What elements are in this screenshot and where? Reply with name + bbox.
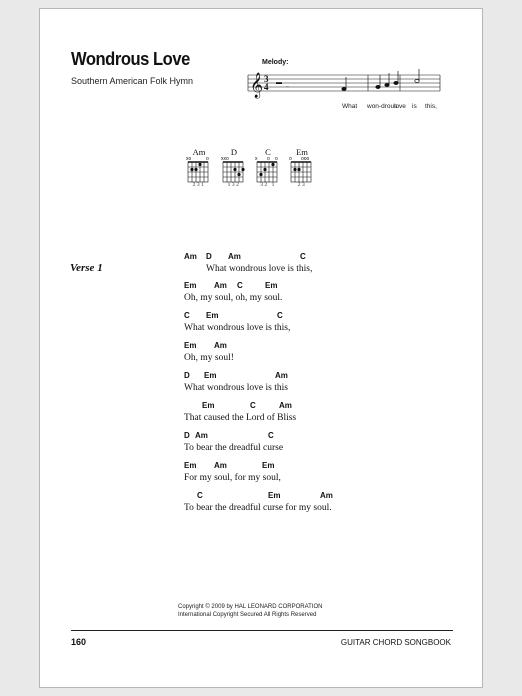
chord-diagram-em <box>282 147 322 197</box>
chord-grid-icon <box>179 156 219 184</box>
chord-symbol: Am <box>214 341 227 350</box>
chord-symbol: Am <box>195 431 208 440</box>
chord-symbol: Em <box>265 281 278 290</box>
lyric-text: What wondrous love is this, <box>184 323 291 333</box>
chord-symbol: C <box>184 311 190 320</box>
lyric-text: For my soul, for my soul, <box>184 473 281 483</box>
lyric-line <box>184 431 464 457</box>
svg-text:o: o <box>289 156 292 162</box>
chord-symbol: Em <box>184 461 197 470</box>
chord-symbol: C <box>300 252 306 261</box>
chord-symbol: C <box>277 311 283 320</box>
lyric-text: To bear the dreadful curse for my soul. <box>184 503 332 513</box>
chord-diagram-name: Em <box>296 147 308 157</box>
chord-symbol: C <box>268 431 274 440</box>
melody-label: Melody: <box>262 59 289 66</box>
chord-grid-icon <box>282 156 322 184</box>
chord-symbol: D <box>184 371 190 380</box>
chord-row <box>184 371 464 382</box>
song-page <box>39 8 483 688</box>
song-title: Wondrous Love <box>71 49 190 69</box>
verse-label: Verse 1 <box>70 262 103 274</box>
melody-excerpt <box>244 59 444 119</box>
lyric-line <box>184 252 464 278</box>
chord-row <box>184 461 464 472</box>
chord-symbol: Em <box>184 341 197 350</box>
lyric-line <box>184 341 464 367</box>
svg-text:o: o <box>267 156 270 162</box>
lyric-line <box>184 461 464 487</box>
lyric-line <box>184 401 464 427</box>
chord-symbol: Am <box>228 252 241 261</box>
svg-text:–: – <box>286 84 289 90</box>
chord-symbol: C <box>237 281 243 290</box>
svg-text:o: o <box>206 156 209 162</box>
chord-symbol: Em <box>268 491 281 500</box>
copyright-line: International Copyright Secured All Rights Reserved <box>178 612 317 618</box>
chord-symbol: Am <box>184 252 197 261</box>
chord-symbol: Em <box>262 461 275 470</box>
lyric-text: What wondrous love is this, <box>206 264 313 274</box>
chord-diagram-name: D <box>230 147 238 157</box>
svg-text:xxo: xxo <box>221 156 229 162</box>
lyric-text: Oh, my soul, oh, my soul. <box>184 293 283 303</box>
chord-symbol: Em <box>206 311 219 320</box>
lyric-line <box>184 311 464 337</box>
lyric-line <box>184 281 464 307</box>
copyright-line: Copyright © 2009 by HAL LEONARD CORPORATION <box>178 604 323 610</box>
chord-row <box>184 491 464 502</box>
chord-symbol: Am <box>320 491 333 500</box>
chord-symbol: C <box>250 401 256 410</box>
chord-diagram-name: Am <box>192 147 206 157</box>
lyric-line <box>184 371 464 397</box>
svg-text:3: 3 <box>264 74 269 84</box>
chord-row <box>184 281 464 292</box>
chord-symbol: D <box>184 431 190 440</box>
melody-lyric: won-drous <box>367 103 398 110</box>
footer-divider <box>71 630 453 631</box>
copyright-notice <box>178 603 322 619</box>
melody-lyric: is <box>412 103 417 110</box>
chord-symbol: Em <box>204 371 217 380</box>
chord-symbol: D <box>206 252 212 261</box>
song-subtitle: Southern American Folk Hymn <box>71 76 194 86</box>
chord-fingering: 132 <box>227 182 241 188</box>
chord-row <box>184 431 464 442</box>
svg-text:4: 4 <box>264 82 269 92</box>
lyric-line <box>184 491 464 517</box>
chord-row <box>184 341 464 352</box>
lyric-text: Oh, my soul! <box>184 353 234 363</box>
svg-text:x: x <box>255 156 258 162</box>
chord-symbol: C <box>197 491 203 500</box>
chord-row <box>184 401 464 412</box>
svg-text:o: o <box>275 156 278 162</box>
chord-diagram-name: C <box>265 147 271 157</box>
svg-text:xo: xo <box>186 156 192 162</box>
melody-lyric: love <box>394 103 406 110</box>
melody-staff <box>244 65 444 105</box>
chord-symbol: Am <box>214 461 227 470</box>
lyric-text: What wondrous love is this <box>184 383 288 393</box>
chord-fingering: 23 <box>297 182 307 188</box>
chord-diagram-am <box>179 147 219 197</box>
chord-symbol: Am <box>214 281 227 290</box>
chord-row <box>184 252 464 263</box>
chord-fingering: 231 <box>192 182 206 188</box>
book-title: GUITAR CHORD SONGBOOK <box>340 638 451 647</box>
page-number: 160 <box>71 637 87 647</box>
chord-fingering: 32 1 <box>260 182 276 188</box>
lyric-text: That caused the Lord of Bliss <box>184 413 297 423</box>
chord-symbol: Em <box>202 401 215 410</box>
lyric-text: To bear the dreadful curse <box>184 443 284 453</box>
treble-clef-icon: 𝄞 <box>250 73 264 98</box>
chord-row <box>184 311 464 322</box>
chord-symbol: Am <box>275 371 288 380</box>
melody-lyric: What <box>342 103 358 110</box>
svg-text:ooo: ooo <box>301 156 310 162</box>
chord-symbol: Am <box>279 401 292 410</box>
melody-lyric: this, <box>425 103 437 110</box>
chord-symbol: Em <box>184 281 197 290</box>
